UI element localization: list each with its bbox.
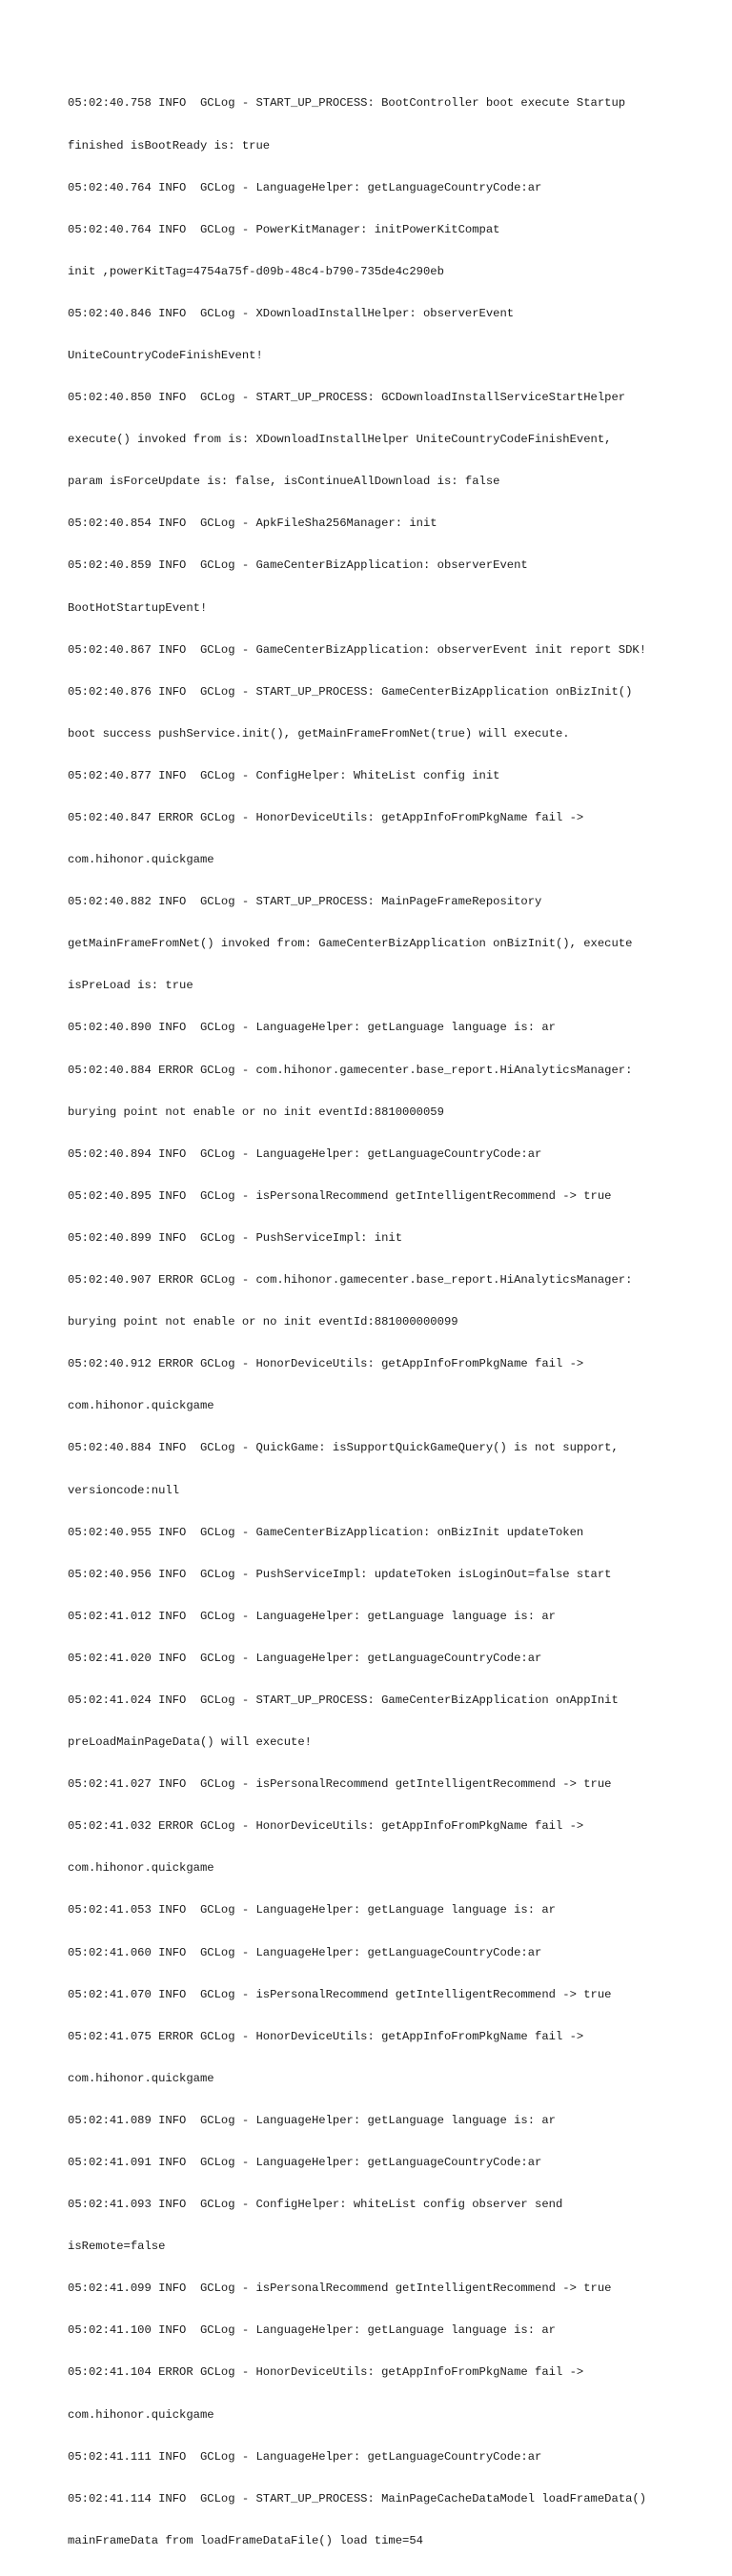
log-line: 05:02:40.847 ERROR GCLog - HonorDeviceUtils: getAppInfoFromPkgName fail -> (68, 811, 584, 824)
log-line: BootHotStartupEvent! (68, 600, 208, 615)
log-line: 05:02:40.758 INFO GCLog - START_UP_PROCESS: BootController boot execute Startup (68, 96, 626, 111)
log-line: UniteCountryCodeFinishEvent! (68, 348, 263, 362)
log-line: execute() invoked from is: XDownloadInstallHelper UniteCountryCodeFinishEvent, (68, 433, 612, 447)
log-line: 05:02:40.955 INFO GCLog - GameCenterBizApplication: onBizInit updateToken (68, 1525, 584, 1539)
log-line: finished isBootReady is: true (68, 138, 271, 152)
log-line: com.hihonor.quickgame (68, 1861, 214, 1876)
log-line: 05:02:40.895 INFO GCLog - isPersonalRecommend getIntelligentRecommend -> true (68, 1188, 612, 1203)
log-line: 05:02:40.894 INFO GCLog - LanguageHelper: getLanguageCountryCode:ar (68, 1146, 542, 1161)
log-line: 05:02:40.882 INFO GCLog - START_UP_PROCESS: MainPageFrameRepository (68, 895, 542, 909)
log-line: 05:02:41.027 INFO GCLog - isPersonalRecommend getIntelligentRecommend -> true (68, 1777, 612, 1792)
log-line: versioncode:null (68, 1483, 180, 1497)
log-line: 05:02:40.884 ERROR GCLog - com.hihonor.gamecenter.base_report.HiAnalyticsManager: (68, 1063, 633, 1077)
log-line: 05:02:40.899 INFO GCLog - PushServiceImpl: init (68, 1230, 403, 1245)
log-line: 05:02:41.032 ERROR GCLog - HonorDeviceUtils: getAppInfoFromPkgName fail -> (68, 1819, 584, 1834)
log-line: 05:02:41.091 INFO GCLog - LanguageHelper: getLanguageCountryCode:ar (68, 2156, 542, 2169)
log-line: 05:02:40.956 INFO GCLog - PushServiceImpl: updateToken isLoginOut=false start (68, 1567, 612, 1581)
log-line: preLoadMainPageData() will execute! (68, 1735, 312, 1750)
log-line: 05:02:40.877 INFO GCLog - ConfigHelper: WhiteList config init (68, 768, 500, 782)
log-line: 05:02:40.764 INFO GCLog - LanguageHelper: getLanguageCountryCode:ar (68, 180, 542, 194)
log-line: com.hihonor.quickgame (68, 1399, 214, 1413)
log-line: 05:02:40.854 INFO GCLog - ApkFileSha256Manager: init (68, 517, 437, 531)
log-line: 05:02:41.024 INFO GCLog - START_UP_PROCESS: GameCenterBizApplication onAppInit (68, 1693, 619, 1707)
log-line: 05:02:40.890 INFO GCLog - LanguageHelper: getLanguage language is: ar (68, 1021, 556, 1035)
log-line: getMainFrameFromNet() invoked from: GameCenterBizApplication onBizInit(), execute (68, 937, 633, 951)
log-line: 05:02:40.764 INFO GCLog - PowerKitManager: initPowerKitCompat (68, 222, 500, 236)
log-line: 05:02:40.884 INFO GCLog - QuickGame: isSupportQuickGameQuery() is not support, (68, 1441, 619, 1455)
log-line: 05:02:41.099 INFO GCLog - isPersonalRecommend getIntelligentRecommend -> true (68, 2282, 612, 2296)
log-line: com.hihonor.quickgame (68, 2071, 214, 2085)
log-line: 05:02:40.859 INFO GCLog - GameCenterBizApplication: observerEvent (68, 558, 528, 573)
log-line: isPreLoad is: true (68, 979, 193, 993)
log-line: mainFrameData from loadFrameDataFile() load time=54 (68, 2533, 423, 2547)
log-line: 05:02:40.867 INFO GCLog - GameCenterBizApplication: observerEvent init report SDK! (68, 642, 647, 657)
log-line: 05:02:40.907 ERROR GCLog - com.hihonor.gamecenter.base_report.HiAnalyticsManager: (68, 1273, 633, 1288)
log-line: init ,powerKitTag=4754a75f-d09b-48c4-b790-735de4c290eb (68, 264, 444, 278)
log-line: 05:02:41.111 INFO GCLog - LanguageHelper: getLanguageCountryCode:ar (68, 2449, 542, 2464)
log-line: 05:02:40.850 INFO GCLog - START_UP_PROCESS: GCDownloadInstallServiceStartHelper (68, 391, 626, 405)
log-line: 05:02:41.012 INFO GCLog - LanguageHelper: getLanguage language is: ar (68, 1609, 556, 1623)
log-line: 05:02:41.060 INFO GCLog - LanguageHelper: getLanguageCountryCode:ar (68, 1945, 542, 1959)
log-line: param isForceUpdate is: false, isContinueAllDownload is: false (68, 475, 500, 489)
log-line: 05:02:40.846 INFO GCLog - XDownloadInstallHelper: observerEvent (68, 306, 515, 320)
log-line: burying point not enable or no init eventId:8810000059 (68, 1105, 444, 1119)
log-line: 05:02:41.100 INFO GCLog - LanguageHelper: getLanguage language is: ar (68, 2323, 556, 2338)
log-line: boot success pushService.init(), getMainFrameFromNet(true) will execute. (68, 726, 570, 740)
log-line: isRemote=false (68, 2240, 166, 2254)
log-line: 05:02:41.114 INFO GCLog - START_UP_PROCESS: MainPageCacheDataModel loadFrameData() (68, 2491, 647, 2505)
log-line: 05:02:41.104 ERROR GCLog - HonorDeviceUtils: getAppInfoFromPkgName fail -> (68, 2365, 584, 2380)
log-line: 05:02:40.912 ERROR GCLog - HonorDeviceUtils: getAppInfoFromPkgName fail -> (68, 1357, 584, 1371)
log-line: com.hihonor.quickgame (68, 853, 214, 867)
log-line: 05:02:41.093 INFO GCLog - ConfigHelper: whiteList config observer send (68, 2198, 563, 2212)
log-line: 05:02:41.070 INFO GCLog - isPersonalRecommend getIntelligentRecommend -> true (68, 1987, 612, 2001)
log-line: 05:02:41.089 INFO GCLog - LanguageHelper: getLanguage language is: ar (68, 2113, 556, 2127)
log-line: com.hihonor.quickgame (68, 2407, 214, 2422)
log-line: burying point not enable or no init eventId:881000000099 (68, 1315, 458, 1329)
log-line: 05:02:40.876 INFO GCLog - START_UP_PROCESS: GameCenterBizApplication onBizInit() (68, 684, 633, 699)
log-line: 05:02:41.053 INFO GCLog - LanguageHelper: getLanguage language is: ar (68, 1903, 556, 1917)
log-line: 05:02:41.075 ERROR GCLog - HonorDeviceUtils: getAppInfoFromPkgName fail -> (68, 2029, 584, 2043)
log-text-block (68, 69, 697, 2576)
log-line: 05:02:41.020 INFO GCLog - LanguageHelper: getLanguageCountryCode:ar (68, 1651, 542, 1665)
